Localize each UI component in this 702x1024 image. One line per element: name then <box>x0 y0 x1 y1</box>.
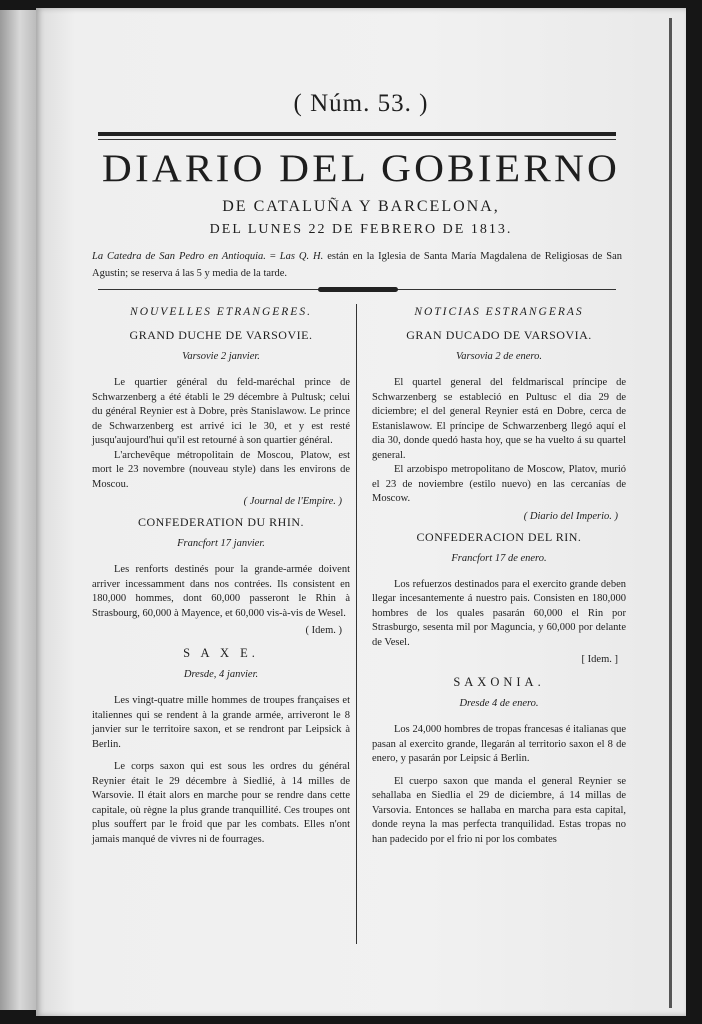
article-paragraph: Le corps saxon qui est sous les ordres du général Reynier était le 29 décembre à Siedlié, à 14 milles de Warsovie. Il était alors en marche pour se rendre dans cette capitale, où règne la plus grande tranquillité. Ces troupes ont plus souffert par le froid que par les combats. Elles n'ont jamais manqué de vivres ni de fourrages. <box>92 761 350 845</box>
newspaper-title: DIARIO DEL GOBIERNO <box>101 147 621 190</box>
dateline: Dresde, 4 janvier. <box>183 669 259 680</box>
source-credit: [ Idem. ] <box>581 654 618 665</box>
source-credit: ( Journal de l'Empire. ) <box>243 496 342 507</box>
book-spine <box>0 10 37 1010</box>
article-paragraph: Los refuerzos destinados para el exercito grande deben llegar incesantemente á nuestro pais. Consisten en 180,000 hombres de los quales pasarán 60,000 el Rin por Strasburgo, sesenta mil por Maguncia, y 60,000 por delante de Vesel. <box>372 578 626 648</box>
article-paragraph: Los 24,000 hombres de tropas francesas é italianas que pasan al exercito grande, llegarán al territorio saxon el 8 de enero, y pasarán por Leipsic á Berlin. <box>372 724 626 764</box>
french-column <box>92 306 350 847</box>
notice-feast: La Catedra de San Pedro en Antioquia. <box>92 251 266 262</box>
header-rule-thick <box>98 132 616 136</box>
section-heading: NOTICIAS ESTRANGERAS <box>414 306 584 318</box>
article-paragraph: L'archevêque métropolitain de Moscou, Platow, est mort le 23 novembre (nouveau style) dans les environs de Moscou. <box>92 449 350 490</box>
country-heading: CONFEDERACION DEL RIN. <box>416 529 582 544</box>
dateline: Varsovie 2 janvier. <box>182 351 260 362</box>
country-heading: GRAN DUCADO DE VARSOVIA. <box>406 328 592 342</box>
country-heading: CONFEDERATION DU RHIN. <box>138 515 304 529</box>
country-heading: GRAND DUCHE DE VARSOVIE. <box>129 328 313 342</box>
dateline: Varsovia 2 de enero. <box>456 351 542 362</box>
issue-date: DEL LUNES 22 DE FEBRERO DE 1813. <box>209 222 513 237</box>
ornamental-rule <box>98 287 616 293</box>
country-heading: S A X E. <box>183 646 259 660</box>
notice-separator: = <box>265 251 280 262</box>
newspaper-page <box>36 8 686 1016</box>
article-paragraph: Le quartier général du feld-maréchal prince de Schwarzenberg a été établi le 29 décembre à Pultusk; celui du général Reynier est à Dobre, près Stanislawow. Le prince de Schwarzenberg est arrivé ici le 30, et y est resté jusqu'aujourd'hui qu'il est retourné à son quartier général. <box>92 377 350 446</box>
section-heading: NOUVELLES ETRANGERES. <box>130 306 312 318</box>
issue-number: ( Núm. 53. ) <box>293 90 429 117</box>
notice-text: están en la Iglesia de Santa María Magdalena de Religiosas de San Agustin; se reserva á las 5 y media de la tarde. <box>92 251 623 279</box>
source-credit: ( Diario del Imperio. ) <box>523 510 618 522</box>
newspaper-subtitle: DE CATALUÑA Y BARCELONA, <box>222 198 500 215</box>
header-rule-thin <box>98 139 616 140</box>
article-paragraph: El arzobispo metropolitano de Moscow, Platov, murió el 23 de noviembre (estilo nuevo) en las cercanías de Moscow. <box>372 464 626 504</box>
dateline: Francfort 17 de enero. <box>451 552 547 564</box>
notice-qh: Las Q. H. <box>279 251 324 262</box>
dateline: Francfort 17 janvier. <box>177 538 265 549</box>
column-divider <box>356 304 357 944</box>
article-paragraph: Les vingt-quatre mille hommes de troupes françaises et italiennes qui se rendent à la grande armée, arriveront le 8 janvier sur le territoire saxon, et se rendront par Leipsick à Berlin. <box>92 695 350 750</box>
article-paragraph: El cuerpo saxon que manda el general Reynier se sehallaba en Siedlia el 29 de diciembre, á 14 millas de Varsovia. Entonces se hallaba en marcha para esta capital, donde reyna la mas perfecta tranquilidad. Estas tropas no han padecido por el frio ni por los combates <box>372 775 626 845</box>
article-paragraph: Les renforts destinés pour la grande-armée doivent arriver incessamment dans nos contrées. Ils consistent en 180,000 hommes, dont 60,000 passeront le Rhin à Strasbourg, 60,000 à Mayence, et 60,000 vis-à-vis de Wesel. <box>92 564 350 619</box>
dateline: Dresde 4 de enero. <box>459 698 539 709</box>
article-paragraph: El quartel general del feldmariscal príncipe de Schwarzenberg se estableció en Pultusc el dia 29 de diciembre; el del general Reynier está en Dobre, cerca de Estanislawow. El príncipe de Schwarzenberg llegó aquí el dia 30, donde quedó hasta hoy, que se ha vuelto á su quartel general. <box>372 377 626 461</box>
source-credit: ( Idem. ) <box>305 625 342 636</box>
daily-notice <box>92 248 622 282</box>
spanish-column <box>372 306 626 847</box>
country-heading: SAXONIA. <box>453 675 545 689</box>
